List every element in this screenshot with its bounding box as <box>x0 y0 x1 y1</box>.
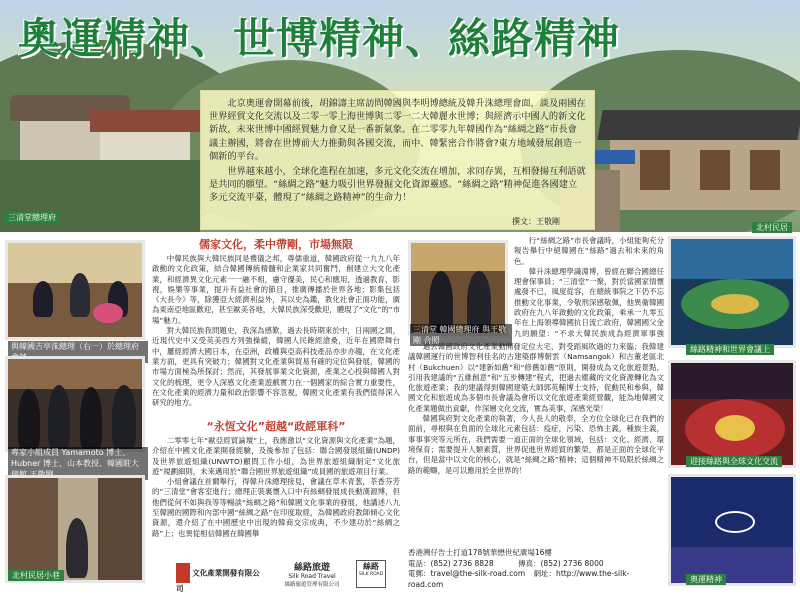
photo-stadium <box>668 236 796 348</box>
photo-olympic-rings <box>668 474 796 586</box>
contact-fax: 傳真：(852) 2736 8000 <box>518 558 604 568</box>
column-1b-paragraph-1: 二零零七年“歐亞經貿論壇”上，我應激以“文化資源與文化產業”為題，介紹在中國文化產業開發經驗，及後參加了包括：聯合國發展組織(UNDP)及世界旅遊組織(UNWTO)顧問工作小組，為世界旅遊組織制定“文化旅遊”規劃細則，未來邁用於“聯合國世界旅遊組織”成員國的旅遊項目行業。 <box>152 436 400 476</box>
photo-ceremony <box>668 360 796 468</box>
column-1-heading: 儒家文化，柔中帶剛，市場無限 <box>199 238 353 251</box>
author-credit: 撰文：王敬剛 <box>512 217 560 226</box>
caption-top-right: 北村民居 <box>752 222 792 233</box>
column-1 <box>152 236 400 591</box>
caption-right-2: 迎接絲路與全球文化交流 <box>686 456 782 467</box>
contact-email[interactable]: 電郵：travel@the-silk-road.com <box>408 569 526 578</box>
contact-address: 香港灣仔告士打道178號華懋世紀廣場16樓 <box>408 548 552 557</box>
column-1-body <box>152 254 400 414</box>
logo-3-line-1: 絲路 <box>363 562 379 571</box>
column-2-paragraph-1: 行“絲綢之路”市長會議時，小組能夠充分報告舉行中絕韓國在“絲路”過去和未來的角色。 <box>514 236 664 266</box>
column-2-paragraph-2: 韓升洙總理學識淵博，曾經在聯合國總任理會保事員；“三清堂”一聚，對於當國家情懷處發不已，風度從容，在總統事院之下仍不忘推動文化事業，令敬刑深感敬佩，他異衛韓國政府在九八年啟動的文化政策，乘承一九零五年在上海領導韓國抗日流亡政府，韓國國父金九的願望：“不求大韓民族成為經濟軍事強 <box>514 266 664 338</box>
logo-2-line-1: 絲路旅遊 <box>293 563 330 573</box>
column-2-bottom <box>408 342 664 538</box>
logo-2-line-3: 絲路旅遊管理有限公司 <box>284 582 340 588</box>
photo-meeting <box>5 240 145 340</box>
photo-two-men <box>408 240 508 336</box>
photo-alley <box>5 475 145 583</box>
caption-right-1: 絲路精神和世界會議上 <box>686 344 774 355</box>
logo-culture-industry <box>176 563 266 593</box>
intro-box <box>200 90 595 230</box>
logo-1-text: 文化產業開發有限公司 <box>176 568 260 593</box>
column-2-top <box>514 236 664 339</box>
logo-silk-road-travel <box>272 560 352 588</box>
column-2-paragraph-4: 韓國與府對文化產業的執著，今人長人的敬奉，全方位全球化已在我們的面前，尋根與在負面的全球化元素包括：疫症，污染、恐怖主義，種族主義，事事事突等元所在，我們需要一道正面的全球化領域，包括：文化、經濟、環境保育；需要提升人類素質，世界促進世界經貿的繁榮，都是正面的全球化平台，但是當中以文化的核心，就是“絲綢之路”精神；這個精神不局限於絲綢之路的範疇，是可以應用於全世界的！ <box>408 414 664 475</box>
olympic-rings-icon <box>715 511 755 533</box>
caption-top-left: 三清堂總理府 <box>4 212 60 223</box>
column-1-paragraph-2: 對大韓民族我問題史，我深為感歎，過去長時期來於中，日兩國之間，近現代史中又受英美西方列強操縱，韓國人民飽經滄桑，近年在國際舞台中，屢經經濟大國日本，在亞洲，政權與亞高科技產品亦步亦趨，在文化產業方面，更具有突破力；韓國對文化產業與貿易有確的定位與發展，韓國的市場方面極為所探討；然而，其發展事業文化資源，產業之心投與韓國人對文化的梳理，更令人深感文化產業遊戲實力在一個國家的綜合實力重要性，在文化產業的經濟力量和政治影響不容忽視，韓國文化產業有我們值得深入研究的地方。 <box>152 326 400 408</box>
contact-block <box>408 548 664 590</box>
intro-paragraph-1: 北京奧運會開幕前後，胡錦濤主席訪問韓國與李明博總統及韓升洙總理會面，談及兩國在世界經貿文化交流以及二零一零上海世博與二零一二大韓麗水世博；與經濟示中國人的新文化新故，未來世博中國經貿魅力會又是一番新氣象。在二零零九年韓國作為“絲綢之路”市長會議主辦國，將會在世博前大力推動與各國交流，而中、韓緊密合作將會?東方地域發展創造一個新的平台。 <box>209 98 586 162</box>
caption-left-3: 北村民居小巷 <box>8 570 64 581</box>
logo-silk-road <box>356 560 386 588</box>
column-2-paragraph-3: 過去韓國政府文化產業動開發定位大宅，對受蹈風吹過的力來臨；我韓建議韓國運行的世博智利佳名的古建築群博朝雲（Namsangok）和古董老區北村（Bukchuen）以“建新如舊”和“修舊如舊”原則，開發成為文化旅遊景點，引用我建議的“五維創意”和“五步轉建”程式，把過去塵藏的文化資源轉化為文化旅遊產業；我的建議得到韓國建築大師郭英輔博士支持，促動民和參與，韓國文化和旅遊成為多個市長會議為會所以文化旅遊產業經營觀，能為地韓國文化產業題做出貢獻，作深層文化交流，實為美事，深感光榮！ <box>408 342 664 413</box>
caption-left-2: 專家小組成員 Yamamoto 博士、Hubner 博士、山本教授、韓國駐大 <box>8 447 148 480</box>
caption-left-1: 與韓國吉亭洙總理（右一）於總理府 <box>8 341 148 363</box>
logo-3-line-2: SILK ROAD <box>358 572 384 577</box>
photo-experts <box>5 356 145 452</box>
intro-paragraph-2: 世界越來越小，全球化進程在加速，多元文化交流在增加，求同存異，互相發揚互利語就是共同的願望。“絲綢之路”魅力吸引世界發掘文化資源靈感。“絲綢之路”精神促進各國建立多元交流平臺，體現了“絲綢之路精神”的生命力！ <box>209 166 586 204</box>
caption-right-3: 奧運精神 <box>686 574 726 585</box>
logo-2-line-2: Silk Road Travel <box>288 573 336 580</box>
page-title: 奧運精神、世博精神、絲路精神 <box>18 14 621 63</box>
column-1-paragraph-1: 中韓民族與大韓民族同是禮儀之邦，尊儒重道，韓國政府從一九九八年啟動的文化政策，結合韓國傳統精髓和企業家共同奮鬥，創建立大文化產業，和經濟異文化元素一一融不相，慮守優美，民心和應用，透過教育，影視，娛樂等事業，提升有益社會的節目，推廣傳播於世界各地；影集包括《大長今》等，除獲亞大經濟利益外，其以史為鑑，教化社會正面功能，廣為東南亞地區歡迎，甚至歐美各地，大韓民族深受歡迎，體現了“文化”的“市場”魅力。 <box>152 254 400 325</box>
column-1b-paragraph-2: 小組會議在首爾舉行，得韓升洙總理接見，會議在草木青葱，茶香芬芳的“三清堂”會客室進行；總理正裝裏懷入口中有絲綢發展成長動漢源博，但他們從何不如與我等等暢談“絲綢之路”和韓國文化事業的發展，他講述八九至韓國的國際和內部中國“絲綢之路”在印度取經，為韓國政府教師傾心文化資源，還介紹了在中國歷史中出現的韓商交宗成典，不少建功於“絲綢之路”上；也異從相信韓國在韓國舉 <box>152 477 400 538</box>
contact-phone: 電話：(852) 2736 8828 <box>408 558 494 568</box>
column-1b-heading: “永恆文化”超越“政經軍科” <box>206 420 346 433</box>
contact-website[interactable]: 網址：http://www.the-silk-road.com <box>408 569 630 589</box>
culture-logo-icon <box>176 563 190 583</box>
caption-middle-photo: 三清堂 韓國總理府 與王敬剛 合照 <box>410 324 512 346</box>
